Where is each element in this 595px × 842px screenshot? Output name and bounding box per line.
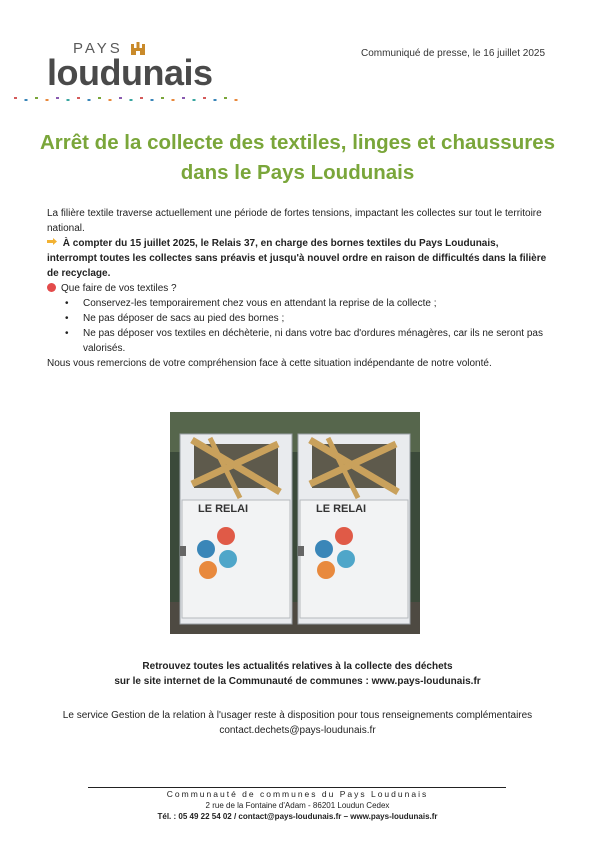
service-email: contact.dechets@pays-loudunais.fr (219, 725, 376, 736)
decorative-dot (224, 97, 227, 99)
red-circle-icon (47, 283, 56, 292)
decorative-dot (151, 99, 154, 101)
question-text: Que faire de vos textiles ? (61, 283, 177, 294)
decorative-dot (182, 97, 185, 99)
decorative-dot (77, 97, 80, 99)
logo-pays-text: PAYS (73, 40, 123, 57)
website-info (40, 659, 555, 689)
service-info (60, 708, 535, 738)
decorative-dot (46, 99, 49, 101)
decorative-dot (67, 99, 70, 101)
decorative-dot (161, 97, 164, 99)
footer-divider (88, 787, 506, 788)
decorative-dot (98, 97, 101, 99)
footer-address: 2 rue de la Fontaine d'Adam - 86201 Loudun Cedex (205, 801, 390, 810)
decorative-dot (140, 97, 143, 99)
list-item: • Conservez-les temporairement chez vous en attendant la reprise de la collecte ; (83, 296, 547, 311)
decorative-dot (193, 99, 196, 101)
website-line-2: sur le site internet de la Communauté de communes : www.pays-loudunais.fr (114, 676, 481, 687)
decorative-dot (172, 99, 175, 101)
list-item: • Ne pas déposer vos textiles en déchèterie, ni dans votre bac d'ordures ménagères, car ils ne seront pas valorisés. (83, 326, 547, 356)
decorative-dot (130, 99, 133, 101)
announcement-text: À compter du 15 juillet 2025, le Relais 37, en charge des bornes textiles du Pays Loudunais, interrompt toutes les collectes sans préavis et jusqu'à nouvel ordre en raison de difficultés dans la filière de recyclage. (47, 238, 547, 279)
decorative-dot (109, 99, 112, 101)
pointing-hand-icon (47, 236, 60, 251)
footer-org: Communauté de communes du Pays Loudunais (166, 789, 429, 799)
footer-contact: Tél. : 05 49 22 54 02 / contact@pays-loudunais.fr – www.pays-loudunais.fr (157, 812, 438, 821)
decorative-dot (25, 99, 28, 101)
advice-list (47, 296, 547, 356)
decorative-dot (235, 99, 238, 101)
footer (40, 789, 555, 822)
list-item: • Ne pas déposer de sacs au pied des bornes ; (83, 311, 547, 326)
question-line (47, 281, 547, 296)
thanks-paragraph: Nous vous remercions de votre compréhension face à cette situation indépendante de notre volonté. (47, 358, 492, 369)
decorative-dot (88, 99, 91, 101)
bin-brand-left: LE RELAI (198, 503, 249, 515)
logo-decorative-dots (14, 97, 239, 103)
website-line-1: Retrouvez toutes les actualités relatives à la collecte des déchets (142, 661, 453, 672)
body-text (47, 206, 547, 371)
service-text: Le service Gestion de la relation à l'usager reste à disposition pour tous renseignements complémentaires (62, 710, 533, 721)
decorative-dot (119, 97, 122, 99)
announcement-paragraph (47, 236, 547, 281)
decorative-dot (35, 97, 38, 99)
press-release-date: Communiqué de presse, le 16 juillet 2025 (361, 48, 545, 59)
decorative-dot (203, 97, 206, 99)
logo-loudunais-text: loudunais (47, 52, 213, 93)
decorative-dot (56, 97, 59, 99)
page-title: Arrêt de la collecte des textiles, linges et chaussures dans le Pays Loudunais (40, 131, 556, 184)
intro-paragraph: La filière textile traverse actuellement une période de fortes tensions, impactant les collectes sur tout le territoire national. (47, 208, 542, 234)
decorative-dot (214, 99, 217, 101)
textile-bins-photo (170, 412, 420, 634)
bin-brand-right: LE RELAI (316, 503, 367, 515)
decorative-dot (14, 97, 17, 99)
